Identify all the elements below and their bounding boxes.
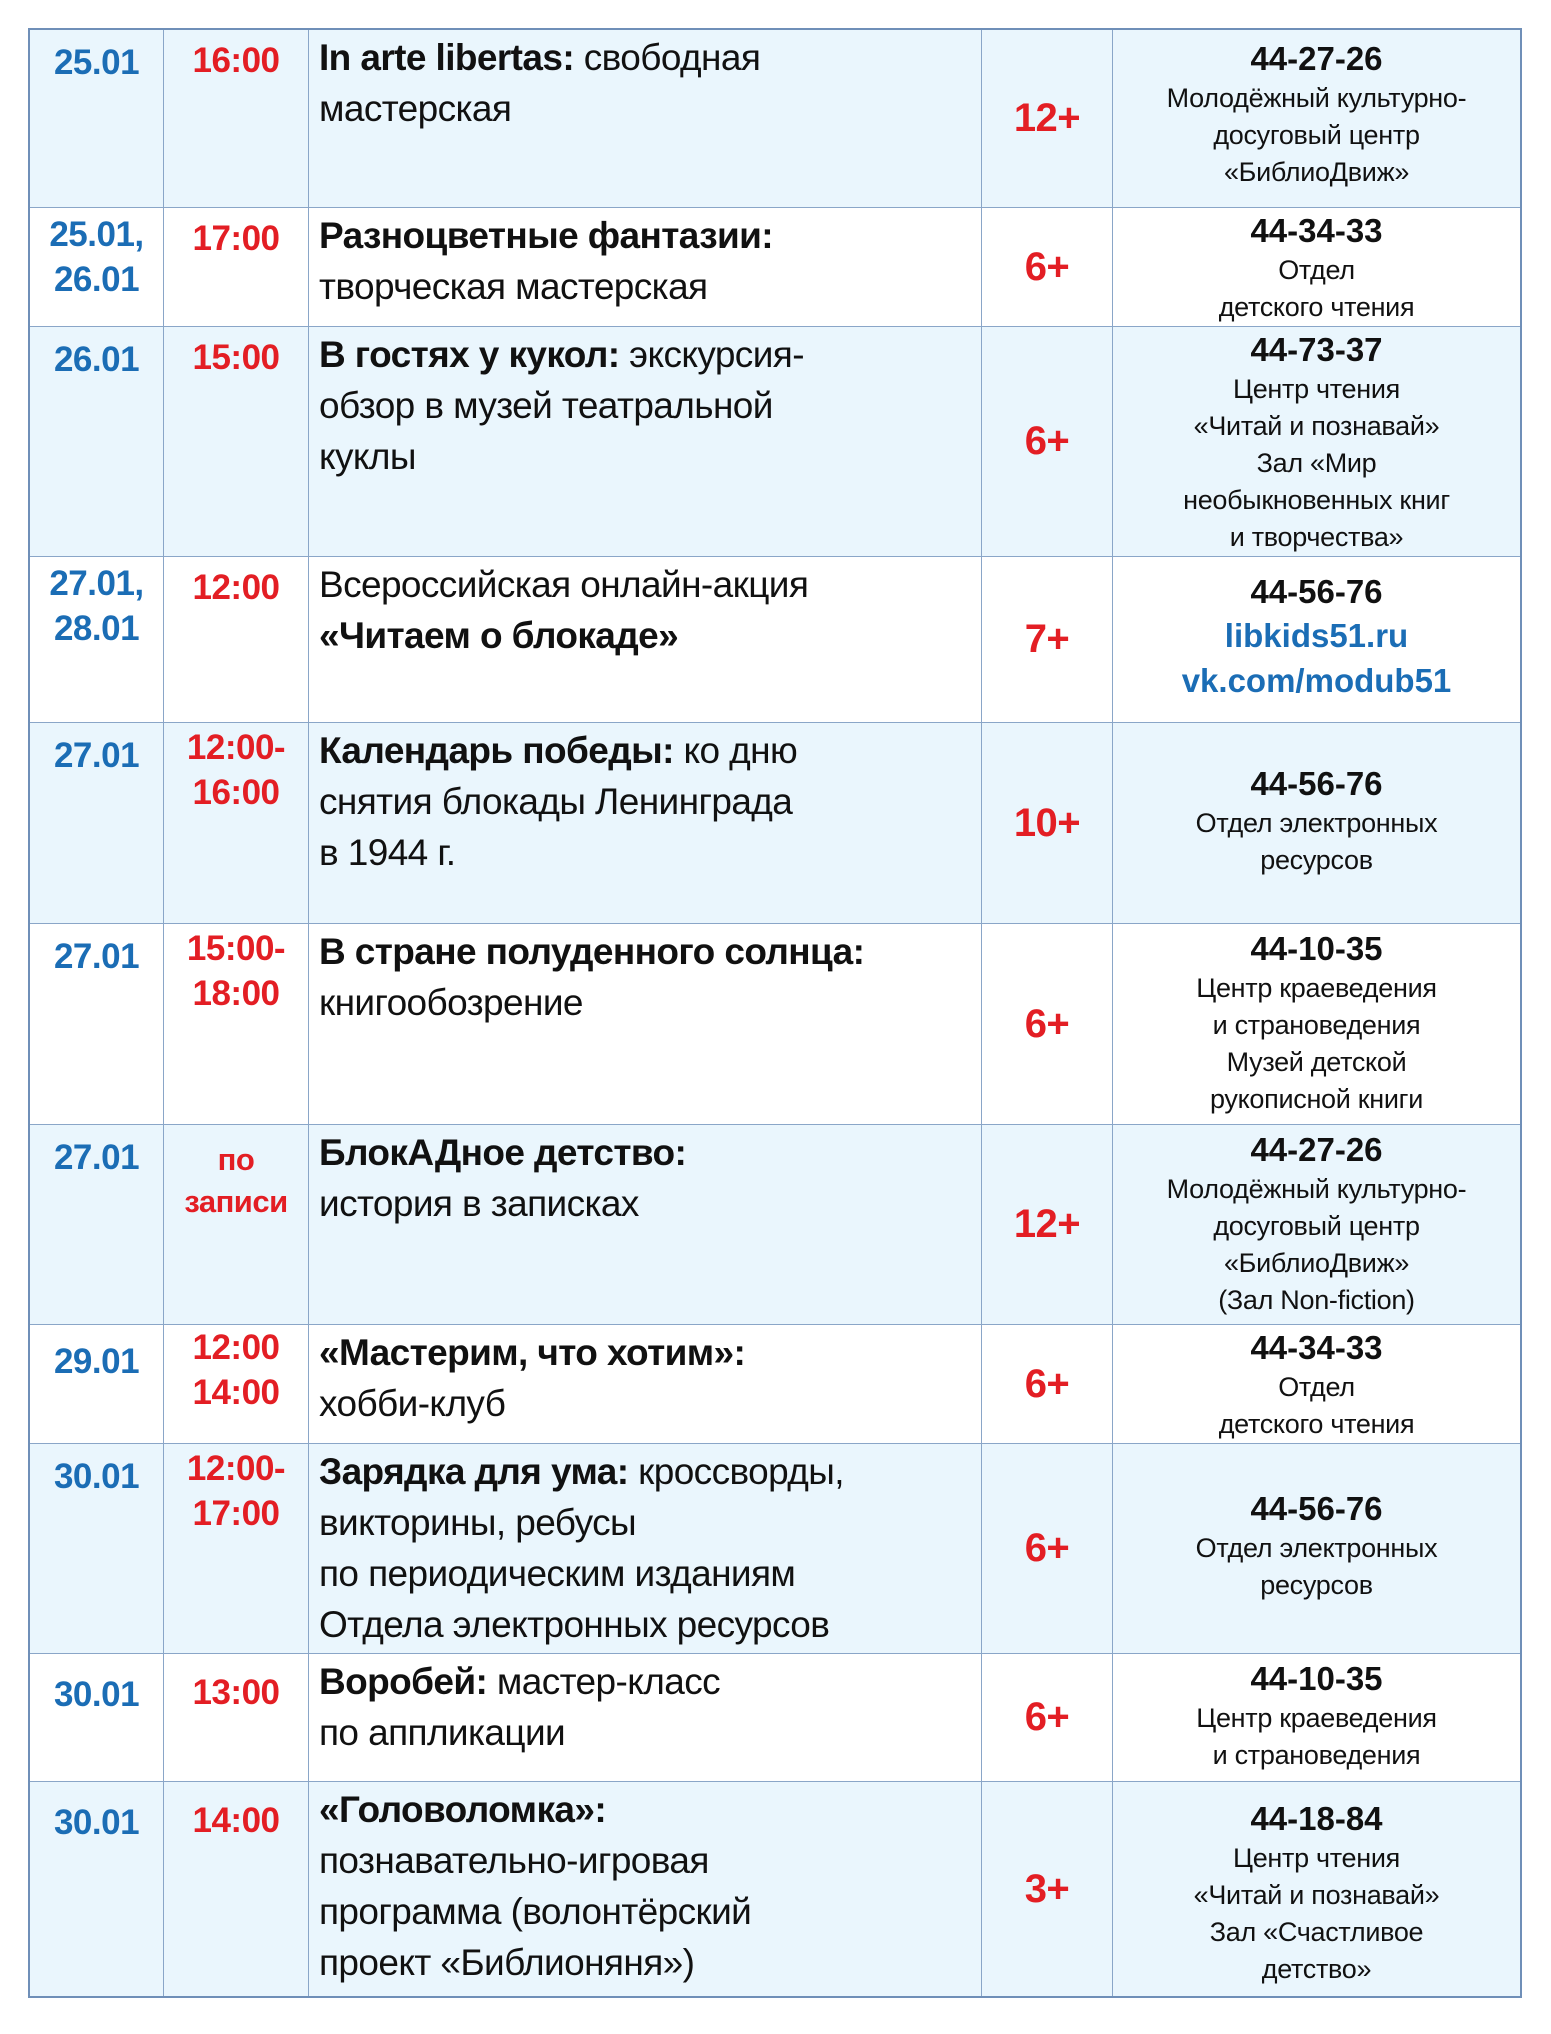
phone-number: 44-56-76 xyxy=(1250,1490,1383,1527)
website-link[interactable]: libkids51.ru xyxy=(1224,617,1409,654)
venue-line: Молодёжный культурно- xyxy=(1166,83,1467,113)
date-cell xyxy=(30,1125,163,1324)
venue-line: Молодёжный культурно- xyxy=(1166,1174,1467,1204)
date-value: 25.01 xyxy=(53,43,140,82)
event-title-bold: Календарь победы: xyxy=(319,730,674,771)
age-rating: 6+ xyxy=(981,1325,1112,1443)
date-cell xyxy=(30,1782,163,1996)
contact-cell xyxy=(1112,1444,1520,1653)
contact-cell xyxy=(1112,327,1520,556)
event-title-rest: Отдела электронных ресурсов xyxy=(319,1604,830,1645)
event-title-rest: снятия блокады Ленинграда xyxy=(319,781,793,822)
event-title-line xyxy=(319,926,975,977)
event-title-bold: Зарядка для ума: xyxy=(319,1451,629,1492)
time-value: 12:00- xyxy=(186,728,286,767)
vk-link[interactable]: vk.com/modub51 xyxy=(1181,662,1452,699)
phone-number: 44-73-37 xyxy=(1250,331,1383,368)
event-title-rest: хобби-клуб xyxy=(319,1383,506,1424)
table-row xyxy=(30,207,1520,326)
phone-number: 44-27-26 xyxy=(1250,40,1383,77)
date-cell xyxy=(30,1444,163,1653)
venue-line: Зал «Счастливое xyxy=(1209,1917,1424,1947)
event-cell xyxy=(308,723,981,923)
phone-number: 44-18-84 xyxy=(1250,1800,1383,1837)
event-title-bold: В стране полуденного солнца: xyxy=(319,931,865,972)
time-cell xyxy=(163,557,308,722)
venue-line: детство» xyxy=(1261,1954,1372,1984)
contact-cell xyxy=(1112,557,1520,722)
age-rating: 6+ xyxy=(981,1444,1112,1653)
contact-cell xyxy=(1112,924,1520,1124)
date-value: 29.01 xyxy=(53,1342,140,1381)
event-title-rest: мастерская xyxy=(319,88,512,129)
date-value: 26.01 xyxy=(53,340,140,379)
event-cell xyxy=(308,924,981,1124)
event-title-line xyxy=(319,329,975,380)
time-cell xyxy=(163,1125,308,1324)
phone-number: 44-56-76 xyxy=(1250,573,1383,610)
venue-line: досуговый центр xyxy=(1213,120,1420,150)
age-rating: 6+ xyxy=(981,924,1112,1124)
contact-cell xyxy=(1112,1325,1520,1443)
time-cell xyxy=(163,208,308,326)
time-value: 12:00 xyxy=(192,1328,280,1367)
event-title-line xyxy=(319,1656,975,1707)
event-title-line xyxy=(319,1599,975,1650)
time-cell xyxy=(163,723,308,923)
event-title-rest: история в записках xyxy=(319,1183,639,1224)
venue-line: Центр краеведения xyxy=(1196,1703,1437,1733)
event-title-rest: мастер-класс xyxy=(487,1661,721,1702)
event-title-line xyxy=(319,32,975,83)
venue-line: Центр чтения xyxy=(1233,374,1400,404)
date-value: 28.01 xyxy=(53,609,140,648)
event-title-bold: «Головоломка»: xyxy=(319,1789,607,1830)
event-title-line xyxy=(319,1327,975,1378)
table-row xyxy=(30,1781,1520,1996)
event-title-line xyxy=(319,610,975,661)
time-value: 12:00- xyxy=(186,1449,286,1488)
venue-line: ресурсов xyxy=(1260,1570,1373,1600)
date-value: 30.01 xyxy=(53,1457,140,1496)
event-title-line xyxy=(319,1127,975,1178)
age-rating: 12+ xyxy=(981,30,1112,207)
event-title-rest: творческая мастерская xyxy=(319,266,708,307)
date-value: 27.01 xyxy=(53,736,140,775)
event-title-line xyxy=(319,1446,975,1497)
time-value: 17:00 xyxy=(192,219,280,258)
event-cell xyxy=(308,1782,981,1996)
venue-line: Зал «Мир xyxy=(1256,448,1377,478)
contact-cell xyxy=(1112,208,1520,326)
contact-cell xyxy=(1112,30,1520,207)
time-value: 12:00 xyxy=(192,568,280,607)
phone-number: 44-34-33 xyxy=(1250,212,1383,249)
event-title-line xyxy=(319,977,975,1028)
time-cell xyxy=(163,1654,308,1781)
table-row xyxy=(30,1653,1520,1781)
table-row xyxy=(30,1124,1520,1324)
age-rating: 6+ xyxy=(981,1654,1112,1781)
time-cell xyxy=(163,1325,308,1443)
event-cell xyxy=(308,1444,981,1653)
time-cell xyxy=(163,1444,308,1653)
time-cell xyxy=(163,1782,308,1996)
date-cell xyxy=(30,327,163,556)
age-rating: 10+ xyxy=(981,723,1112,923)
event-title-line xyxy=(319,1835,975,1886)
time-value: 16:00 xyxy=(192,773,280,812)
date-cell xyxy=(30,30,163,207)
event-title-line xyxy=(319,725,975,776)
venue-line: Музей детской xyxy=(1226,1047,1407,1077)
phone-number: 44-34-33 xyxy=(1250,1329,1383,1366)
time-value: 14:00 xyxy=(192,1373,280,1412)
contact-cell xyxy=(1112,1782,1520,1996)
date-value: 25.01, xyxy=(49,215,144,254)
age-rating: 3+ xyxy=(981,1782,1112,1996)
date-cell xyxy=(30,723,163,923)
event-cell xyxy=(308,1125,981,1324)
event-title-rest: познавательно-игровая xyxy=(319,1840,709,1881)
time-value: по xyxy=(217,1142,255,1177)
event-title-line xyxy=(319,776,975,827)
date-value: 27.01, xyxy=(49,564,144,603)
event-cell xyxy=(308,557,981,722)
event-title-line xyxy=(319,1378,975,1429)
date-value: 27.01 xyxy=(53,1138,140,1177)
venue-line: детского чтения xyxy=(1218,1409,1415,1439)
venue-line: Отдел электронных xyxy=(1195,808,1438,838)
venue-line: необыкновенных книг xyxy=(1183,485,1450,515)
table-row xyxy=(30,30,1520,207)
event-title-bold: «Читаем о блокаде» xyxy=(319,615,679,656)
venue-line: и творчества» xyxy=(1229,522,1404,552)
venue-line: «Читай и познавай» xyxy=(1193,411,1440,441)
event-title-line xyxy=(319,559,975,610)
date-value: 30.01 xyxy=(53,1803,140,1842)
event-title-bold: In arte libertas: xyxy=(319,37,575,78)
contact-cell xyxy=(1112,723,1520,923)
event-cell xyxy=(308,30,981,207)
time-value: 17:00 xyxy=(192,1494,280,1533)
event-title-rest: по периодическим изданиям xyxy=(319,1553,796,1594)
event-title-line xyxy=(319,1937,975,1988)
time-value: 15:00 xyxy=(192,338,280,377)
venue-line: (Зал Non-fiction) xyxy=(1218,1285,1415,1315)
venue-line: «БиблиоДвиж» xyxy=(1223,1248,1410,1278)
venue-line: Центр краеведения xyxy=(1196,973,1437,1003)
age-rating: 12+ xyxy=(981,1125,1112,1324)
age-rating: 6+ xyxy=(981,208,1112,326)
event-title-rest: Всероссийская онлайн-акция xyxy=(319,564,809,605)
venue-line: досуговый центр xyxy=(1213,1211,1420,1241)
event-title-line xyxy=(319,1497,975,1548)
venue-line: ресурсов xyxy=(1260,845,1373,875)
date-cell xyxy=(30,208,163,326)
table-row xyxy=(30,556,1520,722)
table-row xyxy=(30,722,1520,923)
event-title-line xyxy=(319,380,975,431)
date-cell xyxy=(30,557,163,722)
event-title-bold: В гостях у кукол: xyxy=(319,334,620,375)
event-title-bold: БлокАДное детство: xyxy=(319,1132,687,1173)
venue-line: Отдел xyxy=(1278,255,1355,285)
event-cell xyxy=(308,208,981,326)
event-title-rest: викторины, ребусы xyxy=(319,1502,636,1543)
date-value: 27.01 xyxy=(53,937,140,976)
event-title-rest: экскурсия- xyxy=(619,334,804,375)
time-value: 13:00 xyxy=(192,1673,280,1712)
age-rating: 7+ xyxy=(981,557,1112,722)
age-rating: 6+ xyxy=(981,327,1112,556)
date-value: 26.01 xyxy=(53,260,140,299)
phone-number: 44-27-26 xyxy=(1250,1131,1383,1168)
venue-line: и страноведения xyxy=(1212,1010,1421,1040)
date-value: 30.01 xyxy=(53,1675,140,1714)
event-title-line xyxy=(319,1784,975,1835)
venue-line: Центр чтения xyxy=(1233,1843,1400,1873)
event-title-line xyxy=(319,1548,975,1599)
venue-line: и страноведения xyxy=(1212,1740,1421,1770)
venue-line: Отдел электронных xyxy=(1195,1533,1438,1563)
time-cell xyxy=(163,924,308,1124)
date-cell xyxy=(30,924,163,1124)
contact-cell xyxy=(1112,1654,1520,1781)
time-value: 15:00- xyxy=(186,929,286,968)
table-row xyxy=(30,1443,1520,1653)
venue-line: рукописной книги xyxy=(1210,1084,1423,1114)
event-title-rest: программа (волонтёрский xyxy=(319,1891,752,1932)
event-title-rest: свободная xyxy=(574,37,761,78)
date-cell xyxy=(30,1325,163,1443)
phone-number: 44-10-35 xyxy=(1250,930,1383,967)
event-title-line xyxy=(319,1886,975,1937)
event-title-rest: ко дню xyxy=(673,730,798,771)
table-row xyxy=(30,326,1520,556)
event-title-rest: куклы xyxy=(319,436,416,477)
phone-number: 44-56-76 xyxy=(1250,765,1383,802)
venue-line: детского чтения xyxy=(1218,292,1415,322)
event-title-bold: Воробей: xyxy=(319,1661,488,1702)
events-schedule-table xyxy=(28,28,1522,1998)
time-cell xyxy=(163,327,308,556)
time-value: записи xyxy=(184,1184,288,1219)
event-title-rest: в 1944 г. xyxy=(319,832,456,873)
date-cell xyxy=(30,1654,163,1781)
venue-line: «БиблиоДвиж» xyxy=(1223,157,1410,187)
event-title-line xyxy=(319,827,975,878)
event-title-line xyxy=(319,83,975,134)
table-row xyxy=(30,1324,1520,1443)
event-title-rest: обзор в музей театральной xyxy=(319,385,773,426)
phone-number: 44-10-35 xyxy=(1250,1660,1383,1697)
venue-line: Отдел xyxy=(1278,1372,1355,1402)
time-cell xyxy=(163,30,308,207)
time-value: 14:00 xyxy=(192,1801,280,1840)
time-value: 18:00 xyxy=(192,974,280,1013)
time-value: 16:00 xyxy=(192,41,280,80)
event-title-line xyxy=(319,1178,975,1229)
venue-line: «Читай и познавай» xyxy=(1193,1880,1440,1910)
contact-cell xyxy=(1112,1125,1520,1324)
event-title-bold: «Мастерим, что хотим»: xyxy=(319,1332,746,1373)
table-row xyxy=(30,923,1520,1124)
event-cell xyxy=(308,1325,981,1443)
event-title-line xyxy=(319,1707,975,1758)
event-title-line xyxy=(319,261,975,312)
event-title-rest: кроссворды, xyxy=(628,1451,844,1492)
event-title-rest: книгообозрение xyxy=(319,982,583,1023)
event-cell xyxy=(308,327,981,556)
event-cell xyxy=(308,1654,981,1781)
event-title-bold: Разноцветные фантазии: xyxy=(319,215,774,256)
event-title-rest: по аппликации xyxy=(319,1712,566,1753)
event-title-line xyxy=(319,210,975,261)
event-title-line xyxy=(319,431,975,482)
event-title-rest: проект «Библионяня») xyxy=(319,1942,695,1983)
